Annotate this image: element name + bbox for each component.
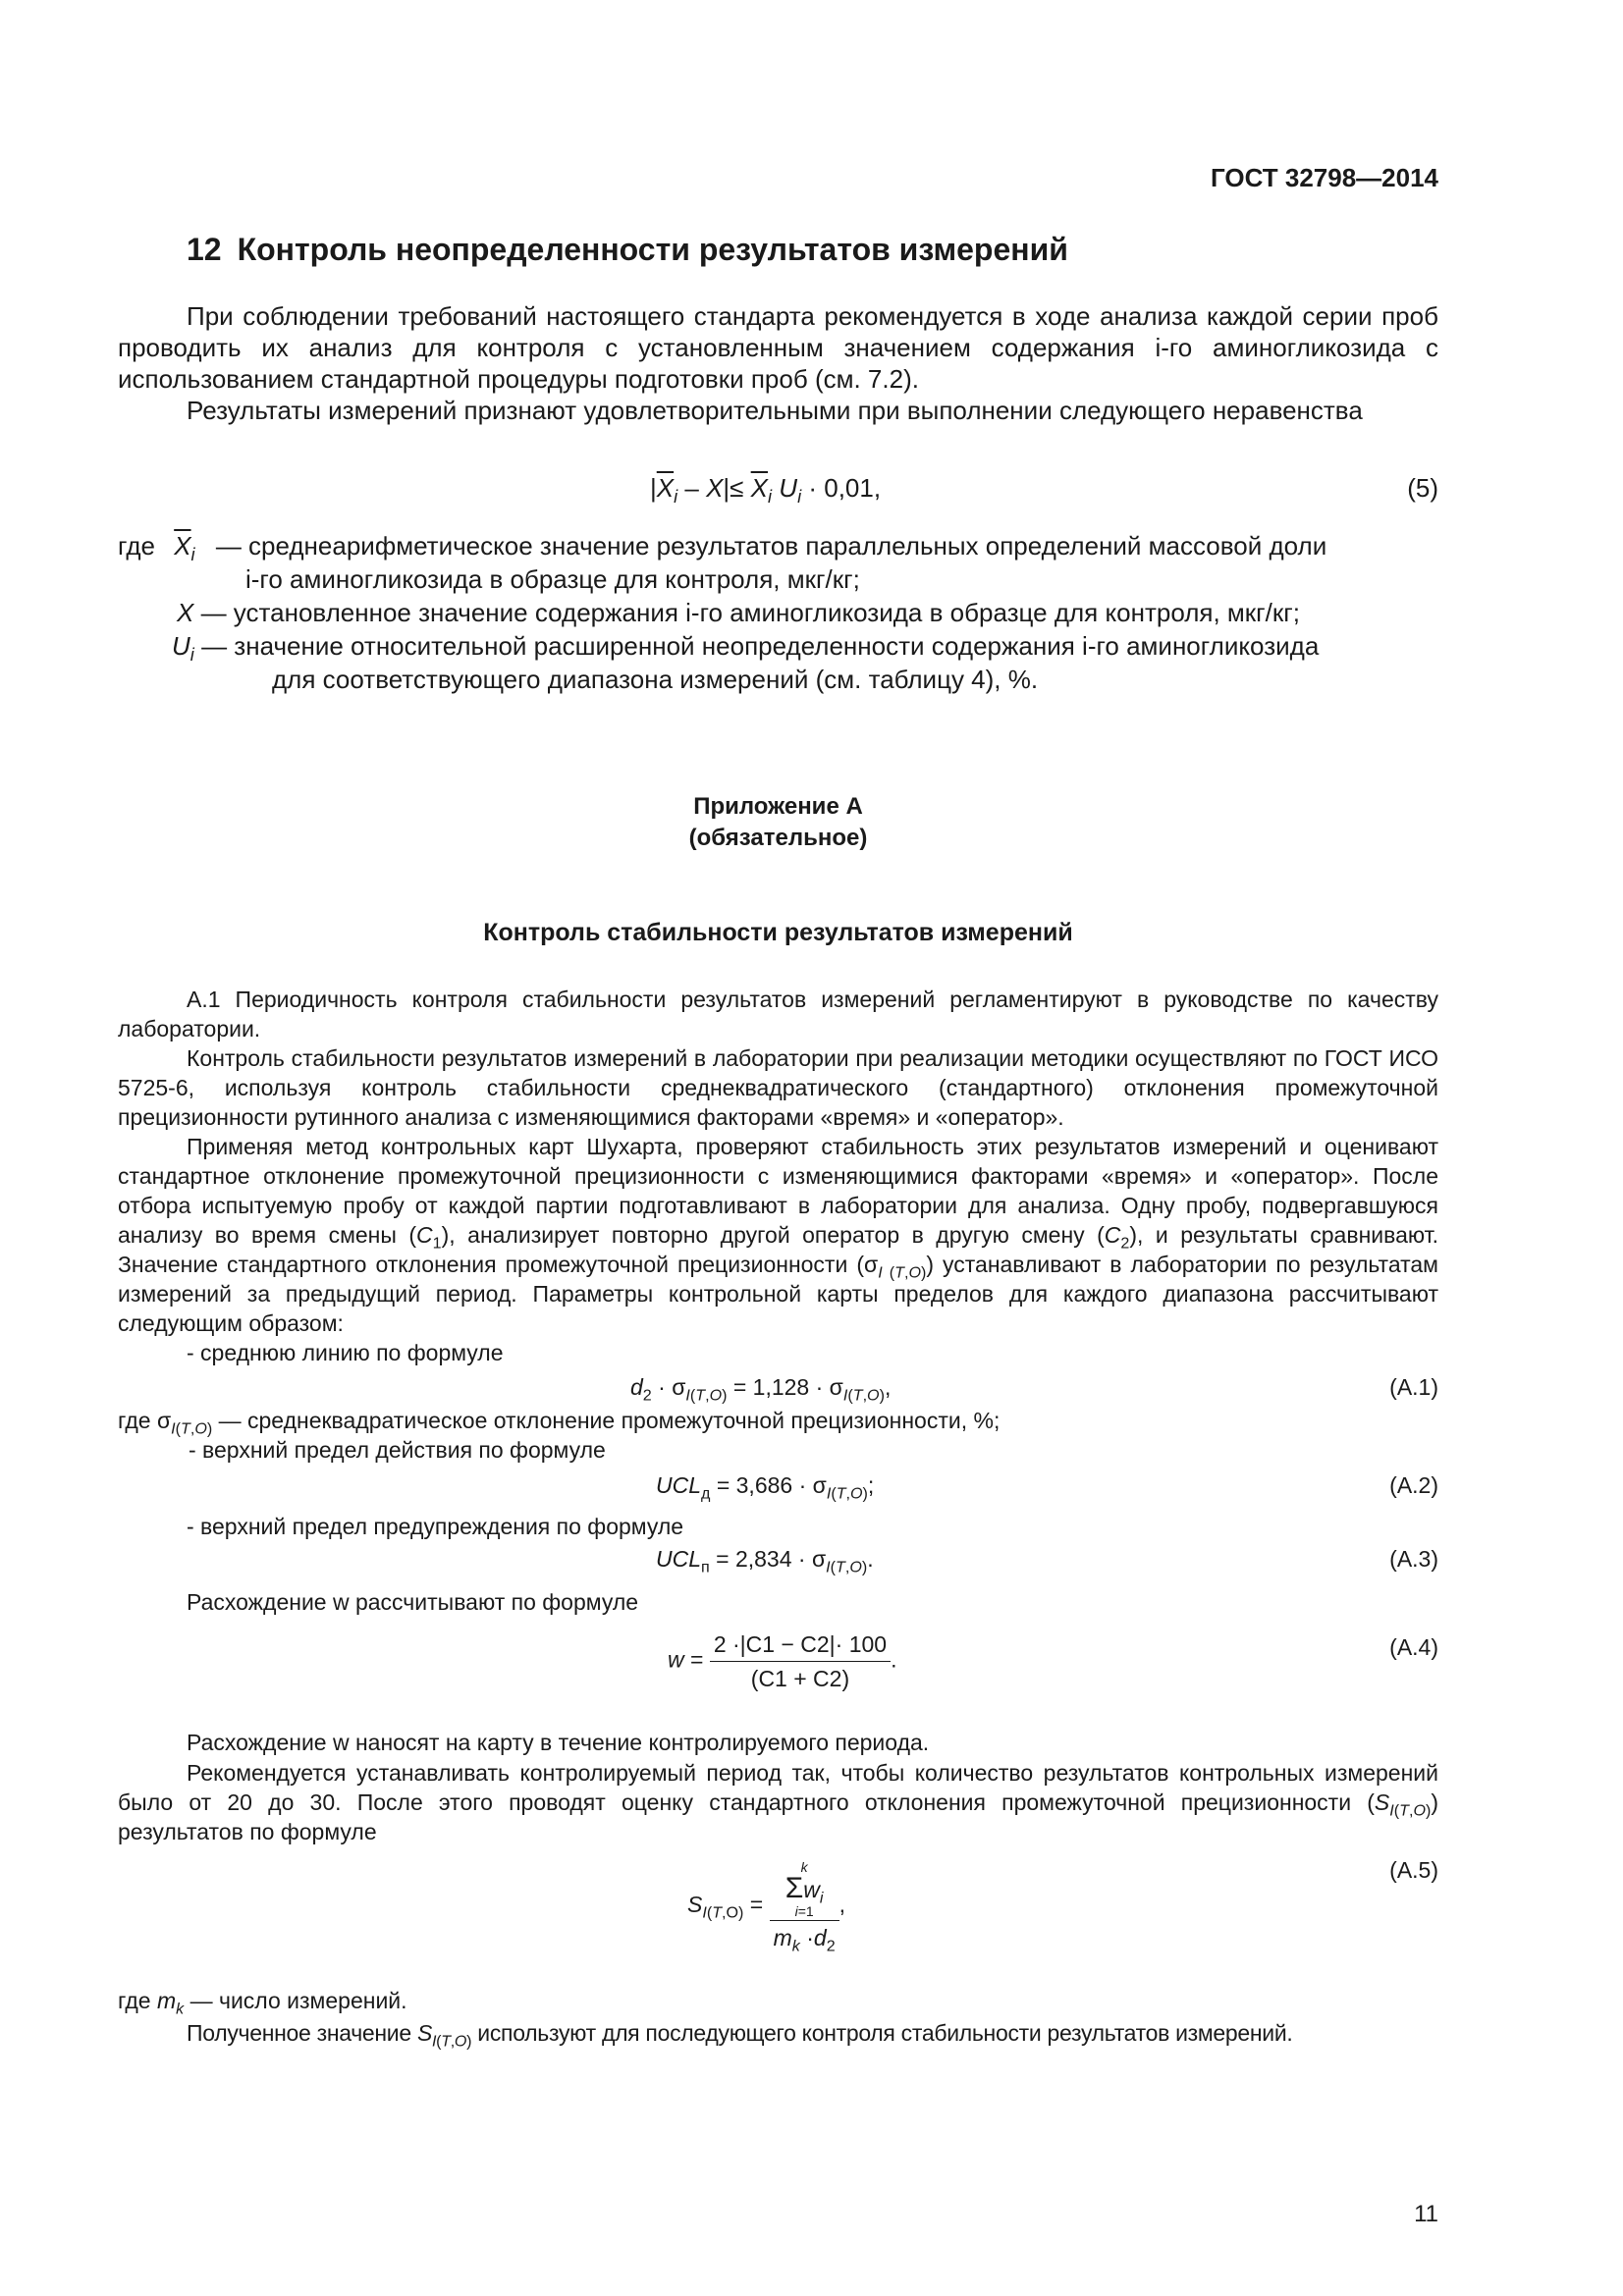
paragraph-a1-3: Применяя метод контрольных карт Шухарта, проверяют стабильность этих результатов измерений и оценивают стандартное отклонение промежуточной прецизионности с изменяющимися факторами «время» и «оператор». После отбора испытуемую пробу от каждой партии подготавливают в лаборатории для анализа. Одну пробу, подвергавшуюся анализу во время смены $(C_1)$, анализирует повторно другой оператор в другую смену $(C_2)$, и результаты сравнивают. Значение стандартного отклонения промежуточной прецизионности $(\sigma_{I (T,O)})$ устанавливают в лаборатории по результатам измерений за предыдущий период. Параметры контрольной карты пределов для каждого диапазона рассчитывают следующим образом:: [118, 1134, 1438, 1336]
equation-a4: w = $\frac{2 \cdot|C1 - C2|\cdot 100}{(C1 + C2)}$ .: [668, 1631, 897, 1691]
upper-action-label: - верхний предел действия по формуле: [189, 1437, 606, 1463]
recommend-paragraph: Рекомендуется устанавливать контролируемый период так, чтобы количество результатов контрольных измерений было от 20 до 30. После этого проводят оценку стандартного отклонения промежуточной прецизионности $(S_{I(T,O)})$ результатов по формуле: [118, 1760, 1438, 1844]
appendix-status: (обязательное): [688, 825, 868, 851]
upper-warn-label: - верхний предел предупреждения по формуле: [187, 1514, 684, 1539]
eq-a1-mid: = 1,128 ·: [732, 1374, 824, 1400]
a3-part-3: ), и результаты сравнивают. Значение стандартного отклонения промежуточной прецизионности (: [118, 1222, 1438, 1277]
paragraph-s12-2: Результаты измерений признают удовлетворительными при выполнении следующего неравенства: [187, 396, 1363, 425]
final-part-2: используют для последующего контроля стабильности результатов измерений.: [477, 2020, 1293, 2046]
plot-w-text: Расхождение w наносят на карту в течение контролируемого периода.: [187, 1730, 930, 1755]
gost-header: ГОСТ 32798—2014: [1211, 163, 1438, 192]
definition-x-text: — установленное значение содержания i-го аминогликозида в образце для контроля, мкг/кг;: [200, 598, 1300, 627]
equation-a4-number: (А.4): [1389, 1634, 1438, 1660]
equation-a1-number: (А.1): [1389, 1374, 1438, 1400]
equation-a1: $d_2 \cdot \sigma_{I(T,O)} = 1,128 \cdot \sigma_{I(T,O)}$,: [630, 1374, 892, 1405]
section-number: 12: [187, 232, 222, 267]
paragraph-a1-2: Контроль стабильности результатов измерений в лаборатории при реализации методики осуществляют по ГОСТ ИСО 5725-6, используя контроль стабильности среднеквадратического (стандартного) отклонения промежуточной прецизионности рутинного анализа с изменяющимися факторами «время» и «оператор».: [118, 1045, 1438, 1130]
equation-a4-fraction: [710, 1629, 891, 1693]
paragraph-s12-1: При соблюдении требований настоящего стандарта рекомендуется в ходе анализа каждой серии проб проводить их анализ для контроля с установленным значением содержания i-го аминогликозида с использованием стандартной процедуры подготовки проб (см. 7.2).: [118, 301, 1438, 394]
section-title: [187, 232, 1068, 268]
equation-5-number: (5): [1407, 473, 1438, 503]
recommend-part-1: Рекомендуется устанавливать контролируемый период так, чтобы количество результатов контрольных измерений было от 20 до 30. После этого проводят оценку стандартного отклонения промежуточной прецизионности (: [118, 1760, 1438, 1815]
a3-part-1: Применяя метод контрольных карт Шухарта, проверяют стабильность этих результатов измерений и оценивают стандартное отклонение промежуточной прецизионности с изменяющимися факторами «время» и «оператор». После отбора испытуемую пробу от каждой партии подготавливают в лаборатории для анализа. Одну пробу, подвергавшуюся анализу во время смены (: [118, 1134, 1438, 1248]
recommend-part-2: ) результатов по формуле: [118, 1789, 1438, 1844]
appendix-label: Приложение А: [693, 793, 863, 820]
definition-xi-text: — среднеарифметическое значение результатов параллельных определений массовой доли: [215, 531, 1327, 561]
definition-ui: $U_i$ — значение относительной расширенной неопределенности содержания i-го аминогликозида: [172, 631, 1320, 666]
final-paragraph: Полученное значение $S_{I(T,O)}$ используют для последующего контроля стабильности результатов измерений.: [187, 2020, 1293, 2051]
section-title-text: Контроль неопределенности результатов измерений: [237, 232, 1068, 267]
document-page: [118, 0, 1438, 2296]
where-label: где: [118, 531, 155, 561]
definition-xi: где $\overline{X}_i$ — среднеарифметическое значение результатов параллельных определений массовой доли: [118, 531, 1327, 565]
equation-a2: $UCL_д = 3,686 \cdot \sigma_{I(T,O)}$;: [656, 1472, 875, 1503]
where-sigma: где $\sigma_{I(T,O)}$ — среднеквадратическое отклонение промежуточной прецизионности, %;: [118, 1408, 1001, 1438]
definition-x: X — установленное значение содержания i-го аминогликозида в образце для контроля, мкг/кг;: [177, 598, 1300, 627]
appendix-title: Контроль стабильности результатов измерений: [483, 919, 1073, 946]
eq-a2-mid: = 3,686 ·: [716, 1472, 807, 1498]
where-mk: где $m_k$ — число измерений.: [118, 1988, 407, 2018]
equation-a3-number: (А.3): [1389, 1546, 1438, 1572]
a3-part-4: ) устанавливают в лаборатории по результатам измерений за предыдущий период. Параметры контрольной карты пределов для каждого диапазона рассчитывают следующим образом:: [118, 1252, 1438, 1336]
definition-xi-continued: i-го аминогликозида в образце для контроля, мкг/кг;: [245, 564, 860, 594]
final-part-1: Полученное значение: [187, 2020, 411, 2046]
where-sigma-text: — среднеквадратическое отклонение промежуточной прецизионности, %;: [218, 1408, 1001, 1433]
divergence-label: Расхождение w рассчитывают по формуле: [187, 1589, 639, 1615]
page-number: 11: [1414, 2201, 1438, 2227]
equation-a3: $UCL_п = 2,834 \cdot \sigma_{I(T,O)}$.: [656, 1546, 874, 1576]
equation-a2-number: (А.2): [1389, 1472, 1438, 1498]
eq-a3-mid: = 2,834 ·: [716, 1546, 806, 1572]
mid-line-label: - среднюю линию по формуле: [187, 1340, 504, 1365]
equation-a5-fraction: k $\Sigma w_i$ i=1 $m_k \cdot d_2$: [770, 1860, 839, 1952]
definition-ui-text: — значение относительной расширенной неопределенности содержания i-го аминогликозида: [201, 631, 1320, 661]
where-mk-text: — число измерений.: [189, 1988, 407, 2013]
equation-a5: $S_{I(T,O)}$ = k $\Sigma w_i$ i=1 $m_k \cdot d_2$ ,: [687, 1859, 846, 1955]
a3-part-2: ), анализирует повторно другой оператор в другую смену (: [441, 1222, 1105, 1248]
paragraph-a1: А.1 Периодичность контроля стабильности результатов измерений регламентируют в руководстве по качеству лаборатории.: [118, 987, 1438, 1041]
equation-a4-numerator: 2 ·|C1 − C2|· 100: [710, 1629, 891, 1662]
equation-5: $|\overline{X}_i - X|\le \overline{X}_i$ $U_i \cdot 0,01$,: [650, 473, 882, 507]
equation-a4-denominator: (C1 + C2): [750, 1666, 850, 1691]
equation-a5-number: (А.5): [1389, 1857, 1438, 1883]
equation-5-tail: · 0,01,: [808, 473, 882, 503]
definition-ui-continued: для соответствующего диапазона измерений (см. таблицу 4), %.: [272, 665, 1039, 694]
